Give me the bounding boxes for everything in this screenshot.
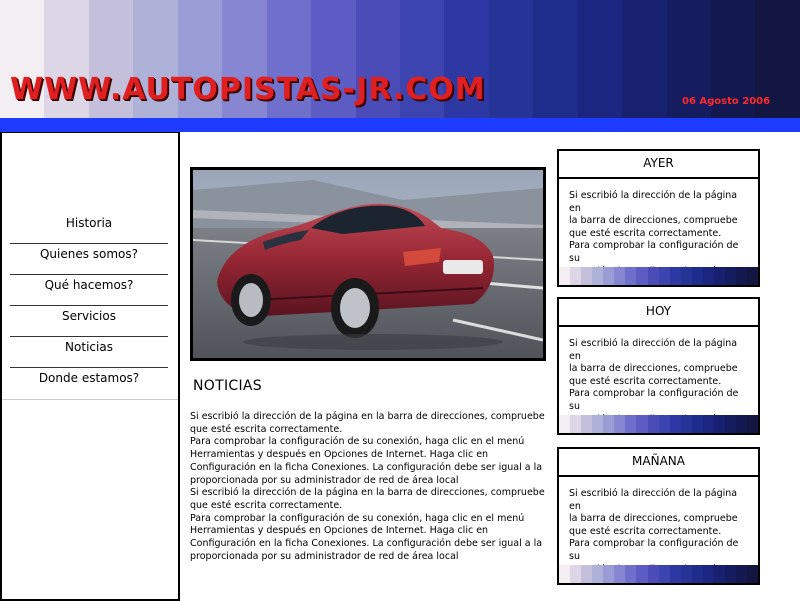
strip-swatch — [703, 267, 714, 285]
strip-swatch — [670, 415, 681, 433]
strip-swatch — [747, 267, 758, 285]
strip-swatch — [559, 565, 570, 583]
nav-item-que-hacemos[interactable] — [10, 275, 168, 306]
strip-swatch — [603, 267, 614, 285]
strip-swatch — [625, 415, 636, 433]
sidebar-divider — [2, 399, 178, 400]
strip-swatch — [681, 415, 692, 433]
strip-swatch — [714, 267, 725, 285]
header-stripe — [622, 0, 666, 118]
strip-swatch — [625, 267, 636, 285]
strip-swatch — [570, 267, 581, 285]
header-stripe — [489, 0, 533, 118]
strip-swatch — [648, 565, 659, 583]
strip-swatch — [614, 415, 625, 433]
strip-swatch — [670, 565, 681, 583]
strip-swatch — [581, 415, 592, 433]
strip-swatch — [659, 565, 670, 583]
nav-item-historia[interactable] — [10, 213, 168, 244]
strip-swatch — [703, 565, 714, 583]
box-manana — [557, 447, 760, 585]
strip-swatch — [636, 415, 647, 433]
box-title: HOY — [559, 299, 758, 327]
box-color-strip — [559, 565, 758, 583]
header-divider-bar — [0, 118, 800, 132]
strip-swatch — [692, 267, 703, 285]
box-ayer — [557, 149, 760, 287]
strip-swatch — [725, 267, 736, 285]
nav-item-label: Noticias — [65, 340, 113, 354]
strip-swatch — [703, 415, 714, 433]
strip-swatch — [681, 565, 692, 583]
box-title: MAÑANA — [559, 449, 758, 477]
strip-swatch — [559, 267, 570, 285]
strip-swatch — [659, 415, 670, 433]
car-photo — [190, 167, 546, 361]
strip-swatch — [636, 267, 647, 285]
strip-swatch — [736, 565, 747, 583]
sidebar-nav — [10, 213, 168, 399]
strip-swatch — [747, 415, 758, 433]
nav-item-label: Donde estamos? — [38, 371, 140, 385]
strip-swatch — [625, 565, 636, 583]
strip-swatch — [559, 415, 570, 433]
sidebar — [0, 132, 180, 601]
strip-swatch — [648, 415, 659, 433]
strip-swatch — [614, 267, 625, 285]
nav-item-label: Servicios — [62, 309, 116, 323]
strip-swatch — [736, 415, 747, 433]
strip-swatch — [692, 415, 703, 433]
news-section-title: NOTICIAS — [193, 378, 262, 394]
strip-swatch — [570, 565, 581, 583]
nav-item-noticias[interactable] — [10, 337, 168, 368]
box-hoy — [557, 297, 760, 435]
strip-swatch — [592, 267, 603, 285]
strip-swatch — [736, 267, 747, 285]
site-title[interactable]: WWW.AUTOPISTAS-JR.COM — [10, 72, 486, 107]
strip-swatch — [648, 267, 659, 285]
nav-item-label: Quienes somos? — [39, 247, 139, 261]
strip-swatch — [670, 267, 681, 285]
strip-swatch — [603, 415, 614, 433]
strip-swatch — [747, 565, 758, 583]
strip-swatch — [592, 415, 603, 433]
strip-swatch — [603, 565, 614, 583]
box-text: Si escribió la dirección de la página en la barra de direcciones, compruebe que esté escrita correctamente. Para comprobar la configuración de su — [569, 190, 739, 264]
news-body-text: Si escribió la dirección de la página en la barra de direcciones, compruebe que esté escrita correctamente. Para comprobar la configuración de su conexión, haga clic en el menú Herramientas y después en Opciones de Internet. Haga clic en Configuración en la ficha Conexiones. La configuración debe ser igual a la proporcionada por su administrador de red de área local Si escribió la dirección de la página en la barra de direcciones, compruebe que esté escrita correctamente. Para comprobar la configuración de su conexión, haga clic en el menú Herramientas y después en Opciones de Internet. Haga clic en Configuración en la ficha Conexiones. La configuración debe ser igual a la proporcionada por su administrador de red de área local — [190, 411, 545, 562]
strip-swatch — [681, 267, 692, 285]
strip-swatch — [592, 565, 603, 583]
strip-swatch — [714, 565, 725, 583]
header-stripe — [578, 0, 622, 118]
nav-item-servicios[interactable] — [10, 306, 168, 337]
nav-item-label: Historia — [65, 216, 113, 230]
box-text: Si escribió la dirección de la página en la barra de direcciones, compruebe que esté escrita correctamente. Para comprobar la configuración de su — [569, 488, 739, 562]
strip-swatch — [725, 415, 736, 433]
strip-swatch — [570, 415, 581, 433]
box-color-strip — [559, 267, 758, 285]
box-text: Si escribió la dirección de la página en la barra de direcciones, compruebe que esté escrita correctamente. Para comprobar la configuración de su — [569, 338, 739, 412]
strip-swatch — [581, 565, 592, 583]
header-stripe — [533, 0, 577, 118]
nav-item-quienes-somos[interactable] — [10, 244, 168, 275]
header-date: 06 Agosto 2006 — [682, 96, 771, 107]
box-color-strip — [559, 415, 758, 433]
nav-item-donde-estamos[interactable] — [10, 368, 168, 399]
strip-swatch — [636, 565, 647, 583]
strip-swatch — [614, 565, 625, 583]
strip-swatch — [714, 415, 725, 433]
strip-swatch — [659, 267, 670, 285]
strip-swatch — [725, 565, 736, 583]
strip-swatch — [692, 565, 703, 583]
strip-swatch — [581, 267, 592, 285]
nav-item-label: Qué hacemos? — [44, 278, 134, 292]
box-title: AYER — [559, 151, 758, 179]
